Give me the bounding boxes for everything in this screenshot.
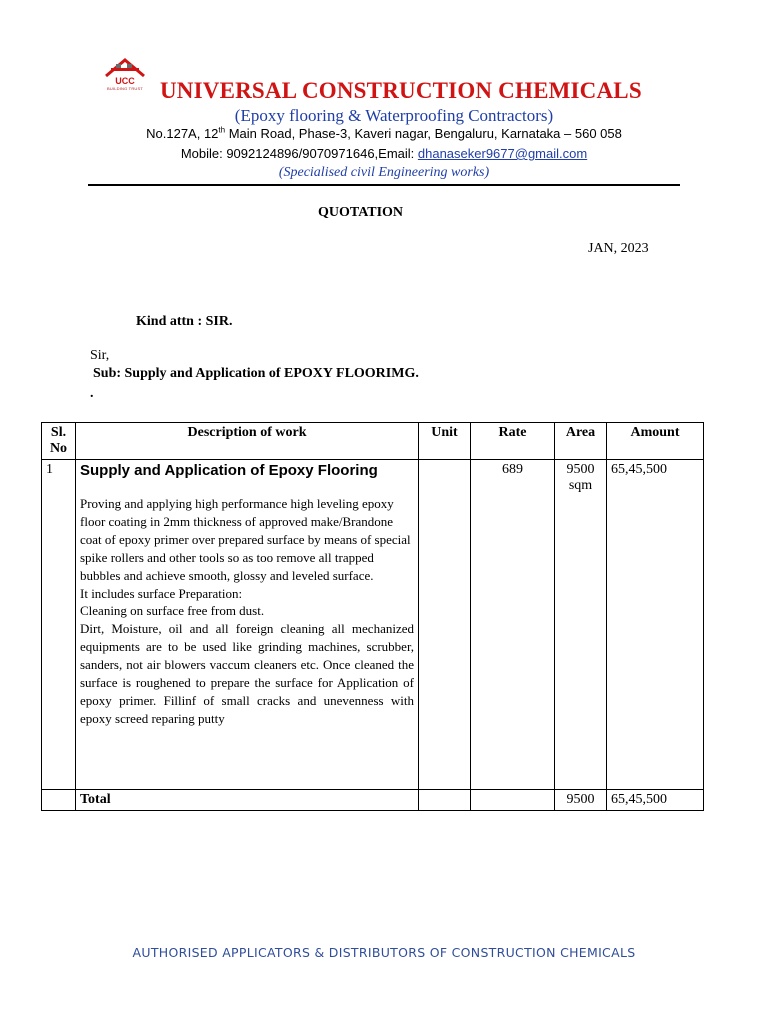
quotation-table: [41, 422, 704, 811]
desc-paragraph: Dirt, Moisture, oil and all foreign cleaning all mechanized equipments are to be used like grinding machines, scrubber, sanders, not air blowers vaccum cleaners etc. Once cleaned the surface is roughened to prepare the surface for Application of epoxy primer. Fillinf of small cracks and unevenness with epoxy screed reparing putty: [80, 621, 414, 726]
header-sl-line1: Sl.: [50, 425, 67, 440]
email-link[interactable]: dhanaseker9677@gmail.com: [417, 146, 588, 161]
header-sl-no: [42, 423, 76, 460]
address-start: No.127A, 12: [146, 126, 219, 141]
area-value: 9500: [566, 462, 595, 477]
kind-attention: Kind attn : SIR.: [136, 314, 233, 329]
header-description: Description of work: [76, 423, 419, 460]
desc-paragraph: It includes surface Preparation:: [80, 585, 243, 601]
stray-dot: .: [90, 386, 94, 401]
total-area: 9500: [555, 790, 607, 811]
logo-tagline: BUILDING TRUST: [106, 86, 144, 91]
header-rate: Rate: [471, 423, 555, 460]
cell-area: [555, 460, 607, 790]
desc-paragraph: Cleaning on surface free from dust.: [80, 603, 265, 619]
company-name: UNIVERSAL CONSTRUCTION CHEMICALS: [160, 78, 642, 103]
specialised-note: (Specialised civil Engineering works): [278, 165, 490, 180]
total-cell-rate: [471, 790, 555, 811]
subject-line: Sub: Supply and Application of EPOXY FLOORIMG.: [93, 366, 419, 381]
header-sl-line2: No: [49, 441, 68, 456]
cell-description: [76, 460, 419, 790]
item-title: Supply and Application of Epoxy Flooring: [80, 462, 378, 479]
header-area: Area: [555, 423, 607, 460]
salutation: Sir,: [90, 348, 110, 363]
table-header-row: [42, 423, 704, 460]
quotation-heading: QUOTATION: [318, 205, 404, 220]
company-address: [0, 126, 768, 141]
total-cell-sl: [42, 790, 76, 811]
total-cell-unit: [419, 790, 471, 811]
cell-sl: 1: [42, 460, 76, 790]
cell-rate: 689: [471, 460, 555, 790]
total-label: Total: [76, 790, 419, 811]
header-divider: [88, 184, 680, 186]
company-subtitle: (Epoxy flooring & Waterproofing Contractors): [234, 106, 554, 125]
desc-paragraph: Proving and applying high performance high leveling epoxy floor coating in 2mm thickness of approved make/Brandone coat of epoxy primer over prepared surface by means of special spike rollers and other tools so as too remove all trapped bubbles and achieve smooth, glossy and leveled surface.: [80, 496, 411, 583]
contact-phones: Mobile: 9092124896/9070971646,Email:: [180, 146, 418, 161]
header-amount: Amount: [607, 423, 704, 460]
total-row: [42, 790, 704, 811]
table-row: [42, 460, 704, 790]
logo-text: UCC: [115, 76, 135, 86]
address-end: Main Road, Phase-3, Kaveri nagar, Bengaluru, Karnataka – 560 058: [225, 126, 622, 141]
header-unit: Unit: [419, 423, 471, 460]
quotation-date: JAN, 2023: [588, 241, 649, 256]
cell-amount: 65,45,500: [607, 460, 704, 790]
footer-text: AUTHORISED APPLICATORS & DISTRIBUTORS OF CONSTRUCTION CHEMICALS: [132, 945, 636, 960]
address-superscript: th: [218, 125, 226, 135]
company-contact: [0, 146, 768, 161]
total-amount: 65,45,500: [607, 790, 704, 811]
cell-unit: [419, 460, 471, 790]
area-unit: sqm: [568, 478, 593, 493]
item-description: [80, 495, 414, 728]
